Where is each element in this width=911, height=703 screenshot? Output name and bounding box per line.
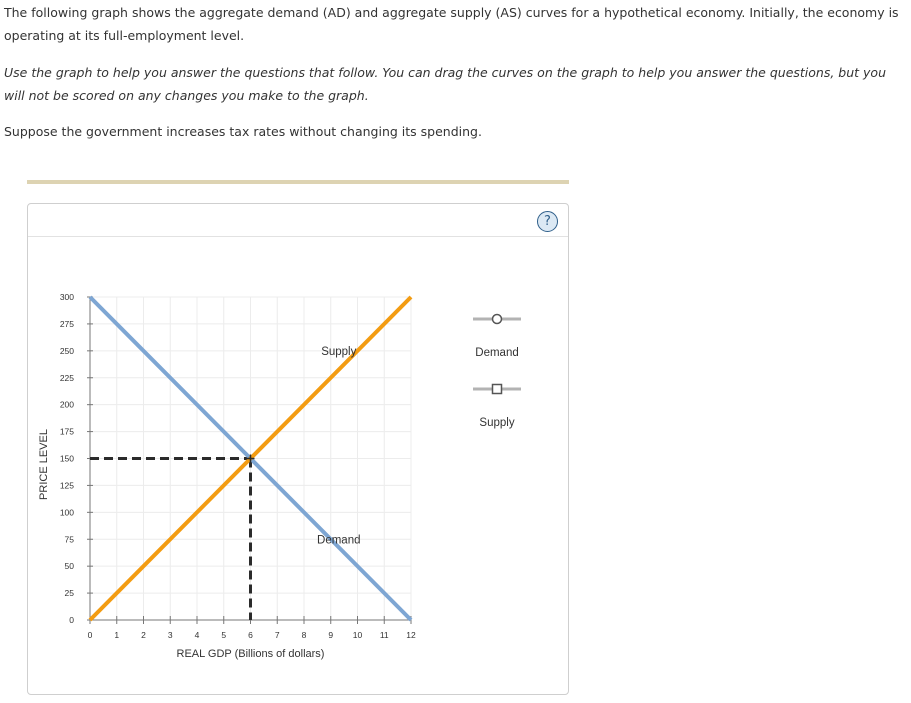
x-tick-label: 6 <box>248 630 253 640</box>
y-axis-title: PRICE LEVEL <box>38 429 50 500</box>
scenario-paragraph: Suppose the government increases tax rates without changing its spending. <box>4 124 482 139</box>
legend-supply-label: Supply <box>479 417 515 429</box>
ad-as-chart[interactable] <box>28 204 568 694</box>
y-tick-label: 275 <box>59 318 74 329</box>
y-tick-label: 300 <box>59 292 74 302</box>
legend-demand-label: Demand <box>475 347 519 359</box>
y-tick-label: 125 <box>59 480 74 491</box>
y-tick-label: 200 <box>59 399 74 410</box>
legend-demand-circle-icon[interactable] <box>493 315 502 324</box>
x-tick-label: 12 <box>406 630 416 640</box>
x-tick-label: 3 <box>167 630 173 640</box>
section-divider <box>27 180 569 184</box>
instructions-paragraph: Use the graph to help you answer the questions that follow. You can drag the curves on the graph to help you answer the questions, but you will not be scored on any changes you make to the graph. <box>4 65 886 103</box>
y-tick-label: 100 <box>59 507 74 518</box>
graph-panel <box>27 203 569 695</box>
legend-supply-square-icon[interactable] <box>493 385 502 394</box>
x-tick-label: 11 <box>379 630 389 640</box>
demand-curve-label: Demand <box>317 534 361 547</box>
x-tick-label: 1 <box>114 630 120 640</box>
y-tick-label: 150 <box>59 453 74 464</box>
y-tick-label: 75 <box>64 534 74 545</box>
y-tick-label: 0 <box>69 615 74 625</box>
x-tick-label: 0 <box>87 630 93 640</box>
help-icon[interactable]: ? <box>537 211 558 232</box>
x-tick-label: 7 <box>274 630 280 640</box>
x-axis-title: REAL GDP (Billions of dollars) <box>176 648 325 660</box>
supply-curve-label: Supply <box>321 345 357 358</box>
x-tick-label: 5 <box>221 630 227 640</box>
y-tick-label: 225 <box>59 372 74 383</box>
y-tick-label: 25 <box>64 588 74 599</box>
y-tick-label: 175 <box>59 426 74 437</box>
x-tick-label: 8 <box>301 630 307 640</box>
x-tick-label: 2 <box>141 630 146 640</box>
intro-paragraph: The following graph shows the aggregate demand (AD) and aggregate supply (AS) curves for a hypothetical economy. Initially, the economy is operating at its full-employment level. <box>4 5 899 43</box>
x-tick-label: 9 <box>328 630 334 640</box>
x-tick-label: 4 <box>194 630 200 640</box>
x-tick-label: 10 <box>352 630 363 640</box>
y-tick-label: 50 <box>64 561 74 572</box>
y-tick-label: 250 <box>59 345 74 356</box>
